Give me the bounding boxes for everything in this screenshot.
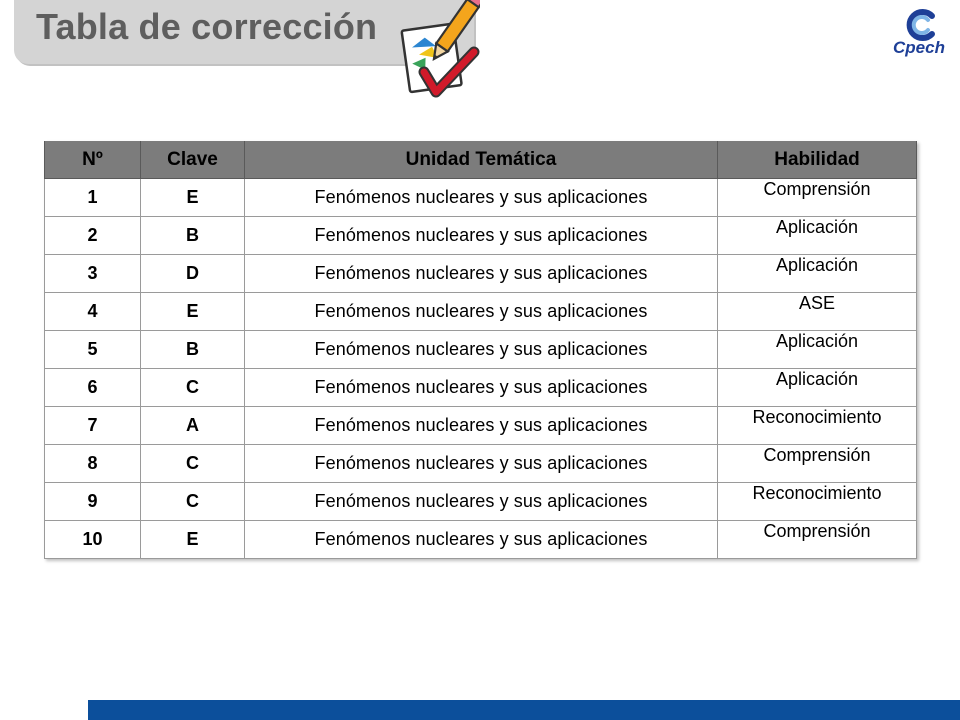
table-header-row — [45, 141, 917, 179]
cell-num: 2 — [45, 217, 141, 255]
cell-unidad: Fenómenos nucleares y sus aplicaciones — [245, 293, 718, 331]
cell-habilidad: Reconocimiento — [718, 407, 917, 445]
footer-bar — [88, 700, 960, 720]
page-title: Tabla de corrección — [36, 6, 378, 47]
header-num: Nº — [45, 141, 141, 179]
cell-clave: E — [141, 179, 245, 217]
cell-unidad: Fenómenos nucleares y sus aplicaciones — [245, 369, 718, 407]
cpech-logo-mark-icon — [884, 8, 954, 42]
cell-unidad: Fenómenos nucleares y sus aplicaciones — [245, 179, 718, 217]
cell-num: 3 — [45, 255, 141, 293]
cell-habilidad: Aplicación — [718, 369, 917, 407]
cell-unidad: Fenómenos nucleares y sus aplicaciones — [245, 217, 718, 255]
cell-clave: C — [141, 445, 245, 483]
cell-habilidad: Aplicación — [718, 331, 917, 369]
cell-habilidad: Comprensión — [718, 521, 917, 559]
cell-habilidad: ASE — [718, 293, 917, 331]
cell-habilidad: Aplicación — [718, 255, 917, 293]
header-habilidad: Habilidad — [718, 141, 917, 179]
cell-num: 6 — [45, 369, 141, 407]
header-unidad: Unidad Temática — [245, 141, 718, 179]
cell-num: 1 — [45, 179, 141, 217]
cell-clave: C — [141, 483, 245, 521]
cell-unidad: Fenómenos nucleares y sus aplicaciones — [245, 521, 718, 559]
cell-unidad: Fenómenos nucleares y sus aplicaciones — [245, 407, 718, 445]
cell-clave: E — [141, 293, 245, 331]
table-row — [45, 369, 917, 407]
table-row — [45, 483, 917, 521]
cell-unidad: Fenómenos nucleares y sus aplicaciones — [245, 483, 718, 521]
table-row — [45, 179, 917, 217]
cell-unidad: Fenómenos nucleares y sus aplicaciones — [245, 445, 718, 483]
table-row — [45, 217, 917, 255]
table-row — [45, 407, 917, 445]
cell-habilidad: Comprensión — [718, 445, 917, 483]
cell-habilidad: Reconocimiento — [718, 483, 917, 521]
cell-num: 9 — [45, 483, 141, 521]
cell-unidad: Fenómenos nucleares y sus aplicaciones — [245, 255, 718, 293]
logo-text: Cpech — [893, 38, 945, 57]
cell-unidad: Fenómenos nucleares y sus aplicaciones — [245, 331, 718, 369]
cell-num: 5 — [45, 331, 141, 369]
cell-num: 8 — [45, 445, 141, 483]
cell-habilidad: Comprensión — [718, 179, 917, 217]
table-row — [45, 521, 917, 559]
cell-clave: B — [141, 331, 245, 369]
cell-clave: B — [141, 217, 245, 255]
cell-clave: A — [141, 407, 245, 445]
table-row — [45, 293, 917, 331]
cpech-logo — [884, 8, 954, 66]
cell-clave: D — [141, 255, 245, 293]
pencil-checklist-icon — [398, 0, 480, 104]
correction-table — [44, 141, 917, 559]
cell-num: 10 — [45, 521, 141, 559]
cell-clave: C — [141, 369, 245, 407]
table-row — [45, 445, 917, 483]
table-row — [45, 255, 917, 293]
cell-num: 7 — [45, 407, 141, 445]
cell-habilidad: Aplicación — [718, 217, 917, 255]
table-row — [45, 331, 917, 369]
cell-clave: E — [141, 521, 245, 559]
header-clave: Clave — [141, 141, 245, 179]
cell-num: 4 — [45, 293, 141, 331]
